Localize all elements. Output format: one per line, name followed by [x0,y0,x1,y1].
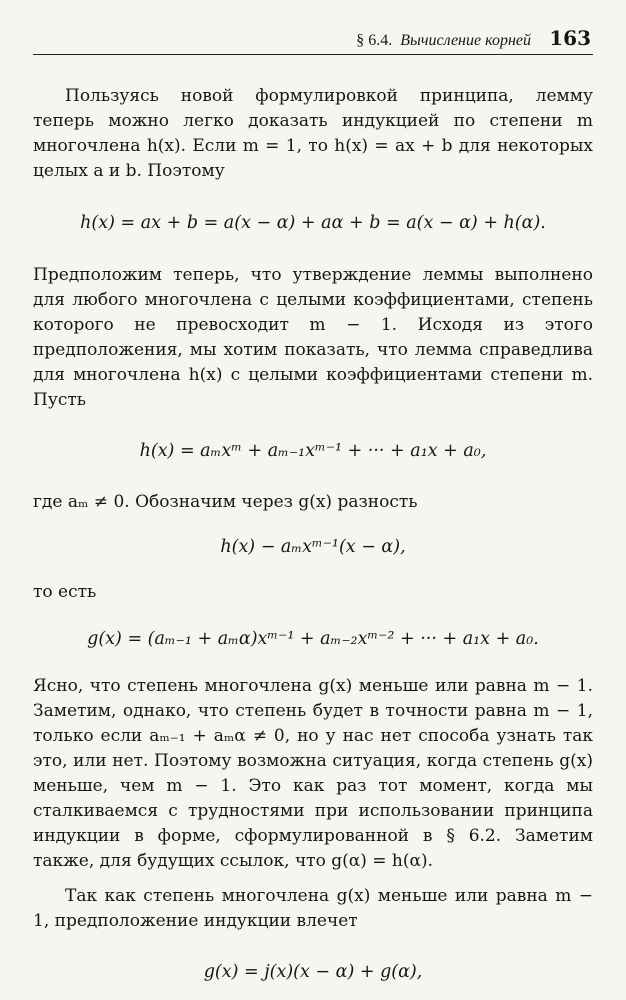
section-number: § 6.4. [356,32,393,49]
paragraph-6: Так как степень многочлена g(x) меньше или равна m − 1, предположение индукции влечет [33,886,593,931]
section-heading [356,32,531,50]
formula-3: h(x) − aₘxᵐ⁻¹(x − α), [220,537,406,557]
page-number: 163 [549,26,591,50]
paragraph-1: Пользуясь новой формулировкой принципа, лемму теперь можно легко доказать индукцией по степени m многочлена h(x). Если m = 1, то h(x) = ax + b для некоторых целых a и b. Поэтому [33,86,593,181]
paragraph-4: то есть [33,582,97,602]
paragraph-3: где aₘ ≠ 0. Обозначим через g(x) разность [33,492,418,512]
formula-4: g(x) = (aₘ₋₁ + aₘα)xᵐ⁻¹ + aₘ₋₂xᵐ⁻² + ··· + a₁x + a₀. [87,629,539,649]
formula-5: g(x) = j(x)(x − α) + g(α), [203,962,423,982]
formula-2: h(x) = aₘxᵐ + aₘ₋₁xᵐ⁻¹ + ··· + a₁x + a₀, [139,441,487,461]
page-body [33,84,593,985]
section-title: Вычисление корней [400,32,531,49]
formula-1: h(x) = ax + b = a(x − α) + aα + b = a(x − α) + h(α). [80,213,546,233]
paragraph-5: Ясно, что степень многочлена g(x) меньше или равна m − 1. Заметим, однако, что степень будет в точности равна m − 1, только если aₘ₋₁ + aₘα ≠ 0, но у нас нет способа узнать так это, или нет. Поэтому возможна ситуация, когда степень g(x) меньше, чем m − 1. Это как раз тот момент, когда мы сталкиваемся с трудностями при использовании принципа индукции в форме, сформулированной в § 6.2. Заметим также, для будущих ссылок, что g(α) = h(α). [33,676,593,871]
running-head [33,28,593,55]
paragraph-2: Предположим теперь, что утверждение леммы выполнено для любого многочлена с целыми коэффициентами, степень которого не превосходит m − 1. Исходя из этого предположения, мы хотим показать, что лемма справедлива для многочлена h(x) с целыми коэффициентами степени m. Пусть [33,265,593,410]
